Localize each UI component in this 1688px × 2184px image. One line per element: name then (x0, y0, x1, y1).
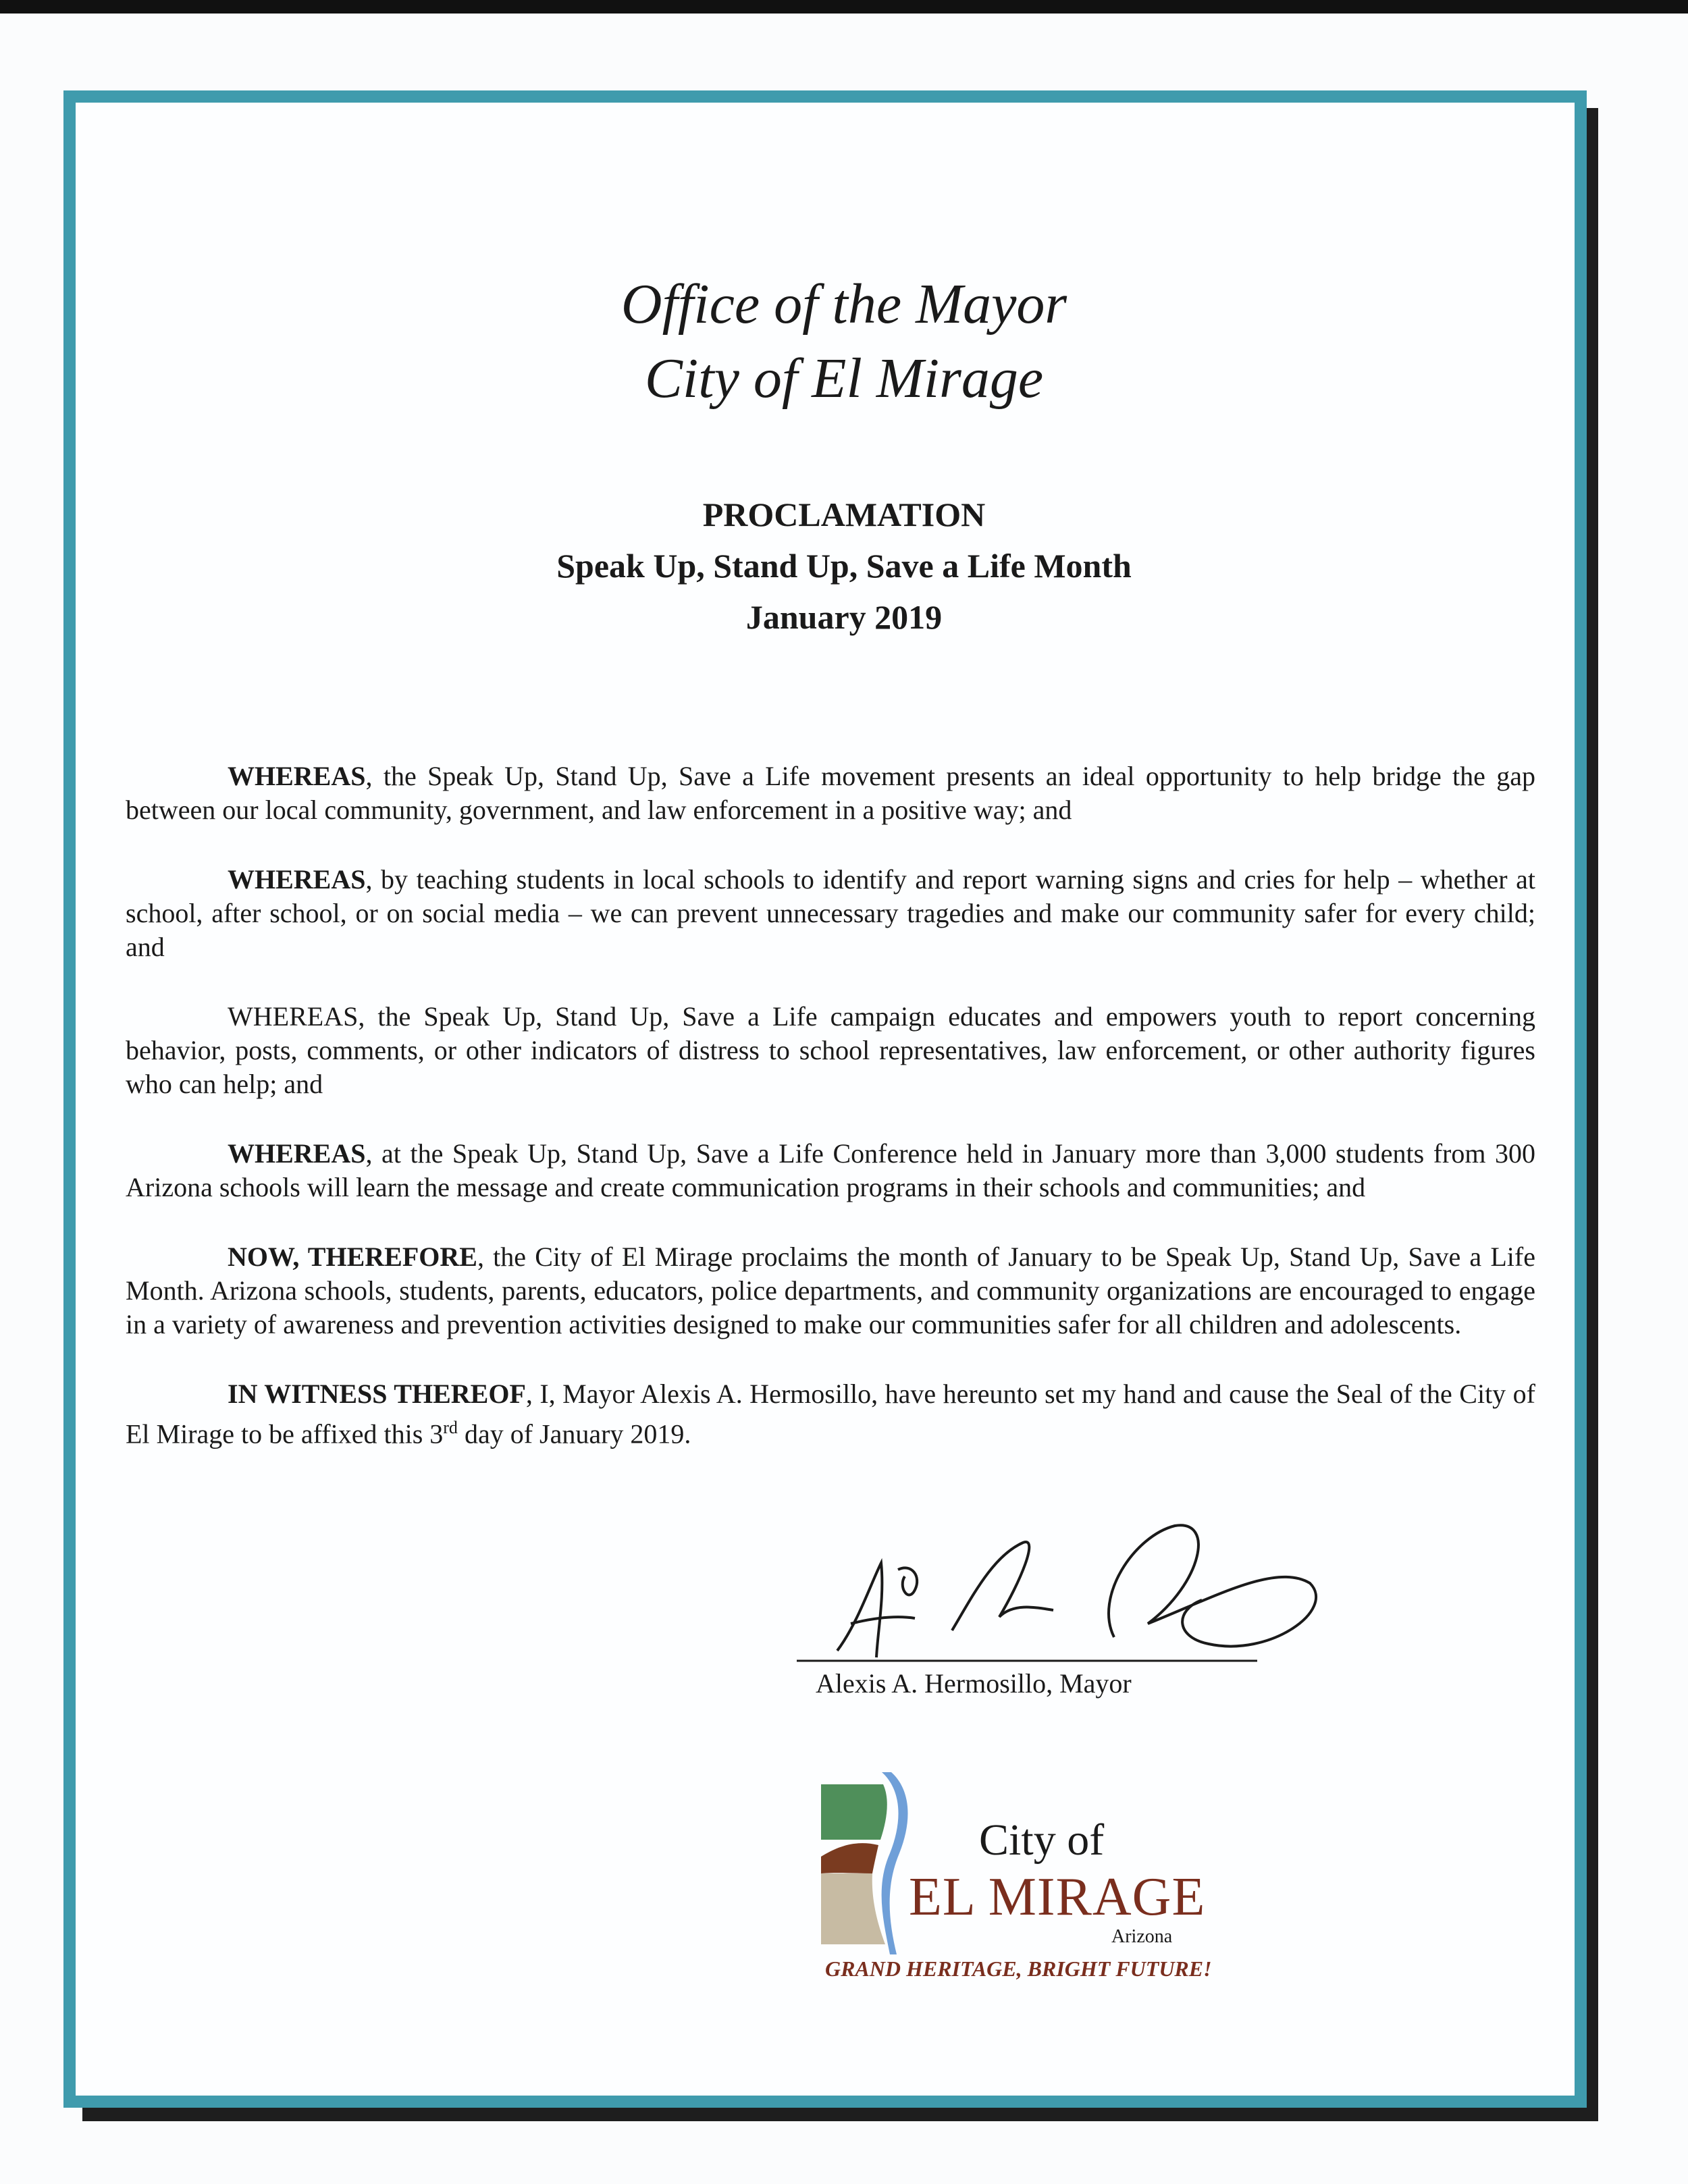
logo-green-field (821, 1784, 887, 1840)
therefore-paragraph (126, 1240, 1535, 1341)
scan-top-edge (0, 0, 1688, 14)
logo-mountain-shape (821, 1843, 878, 1873)
proclamation-body (126, 760, 1535, 1487)
signature-name: Alexis A. Hermosillo, Mayor (816, 1668, 1132, 1699)
el-mirage-logo-graphic (821, 1772, 922, 1958)
paragraph-text: , the City of El Mirage proclaims the month of January to be Speak Up, Stand Up, Save a Life Month. Arizona schools, students, parents, educators, police departments, and community organizations are encouraged to engage in a variety of awareness and prevention activities designed to make our communities safer for all children and adolescents. (126, 1242, 1535, 1339)
signature-stroke-loop (898, 1568, 917, 1595)
witness-text-before: , I, Mayor Alexis A. Hermosillo, have hereunto set my hand and cause the Seal of the City of El Mirage to be affixed this 3 (126, 1379, 1535, 1449)
mayor-signature (797, 1522, 1323, 1684)
paragraph-lead: WHEREAS (228, 864, 366, 895)
proclamation-date: January 2019 (745, 598, 943, 636)
logo-desert-field (821, 1873, 885, 1944)
signature-stroke-flourish (1109, 1525, 1316, 1646)
logo-el-mirage: EL MIRAGE (909, 1867, 1206, 1927)
paragraph-lead: WHEREAS (228, 1138, 366, 1169)
witness-superscript: rd (443, 1418, 458, 1437)
logo-tagline: GRAND HERITAGE, BRIGHT FUTURE! (825, 1956, 1212, 1981)
paragraph-lead: IN WITNESS THEREOF (228, 1379, 526, 1409)
witness-paragraph (126, 1377, 1535, 1451)
signature-stroke-h (952, 1542, 1053, 1630)
proclamation-titles (0, 489, 1688, 643)
office-line-1: Office of the Mayor (621, 273, 1067, 336)
whereas-paragraph-4 (126, 1137, 1535, 1204)
whereas-paragraph-2 (126, 863, 1535, 964)
paragraph-lead: NOW, THEREFORE (228, 1242, 477, 1272)
paragraph-lead: WHEREAS (228, 761, 366, 791)
logo-city-of: City of (979, 1815, 1105, 1865)
office-line-2: City of El Mirage (644, 347, 1044, 410)
whereas-paragraph-1 (126, 760, 1535, 827)
witness-text-after: day of January 2019. (457, 1418, 691, 1449)
paragraph-text: , the Speak Up, Stand Up, Save a Life movement presents an ideal opportunity to help bridge the gap between our local community, government, and law enforcement in a positive way; and (126, 761, 1535, 825)
paragraph-text: , by teaching students in local schools to identify and report warning signs and cries for help – whether at school, after school, or on social media – we can prevent unnecessary tragedies and make our community safer for every child; and (126, 864, 1535, 962)
whereas-paragraph-3 (126, 1000, 1535, 1101)
logo-arizona: Arizona (1111, 1926, 1173, 1947)
paragraph-text: WHEREAS, the Speak Up, Stand Up, Save a Life campaign educates and empowers youth to report concerning behavior, posts, comments, or other indicators of distress to school representatives, law enforcement, or other authority figures who can help; and (126, 1001, 1535, 1099)
paragraph-text: , at the Speak Up, Stand Up, Save a Life Conference held in January more than 3,000 students from 300 Arizona schools will learn the message and create communication programs in their schools and communities; and (126, 1138, 1535, 1202)
office-header (0, 267, 1688, 416)
proclamation-heading: PROCLAMATION (702, 496, 986, 533)
proclamation-subtitle: Speak Up, Stand Up, Save a Life Month (556, 547, 1132, 585)
